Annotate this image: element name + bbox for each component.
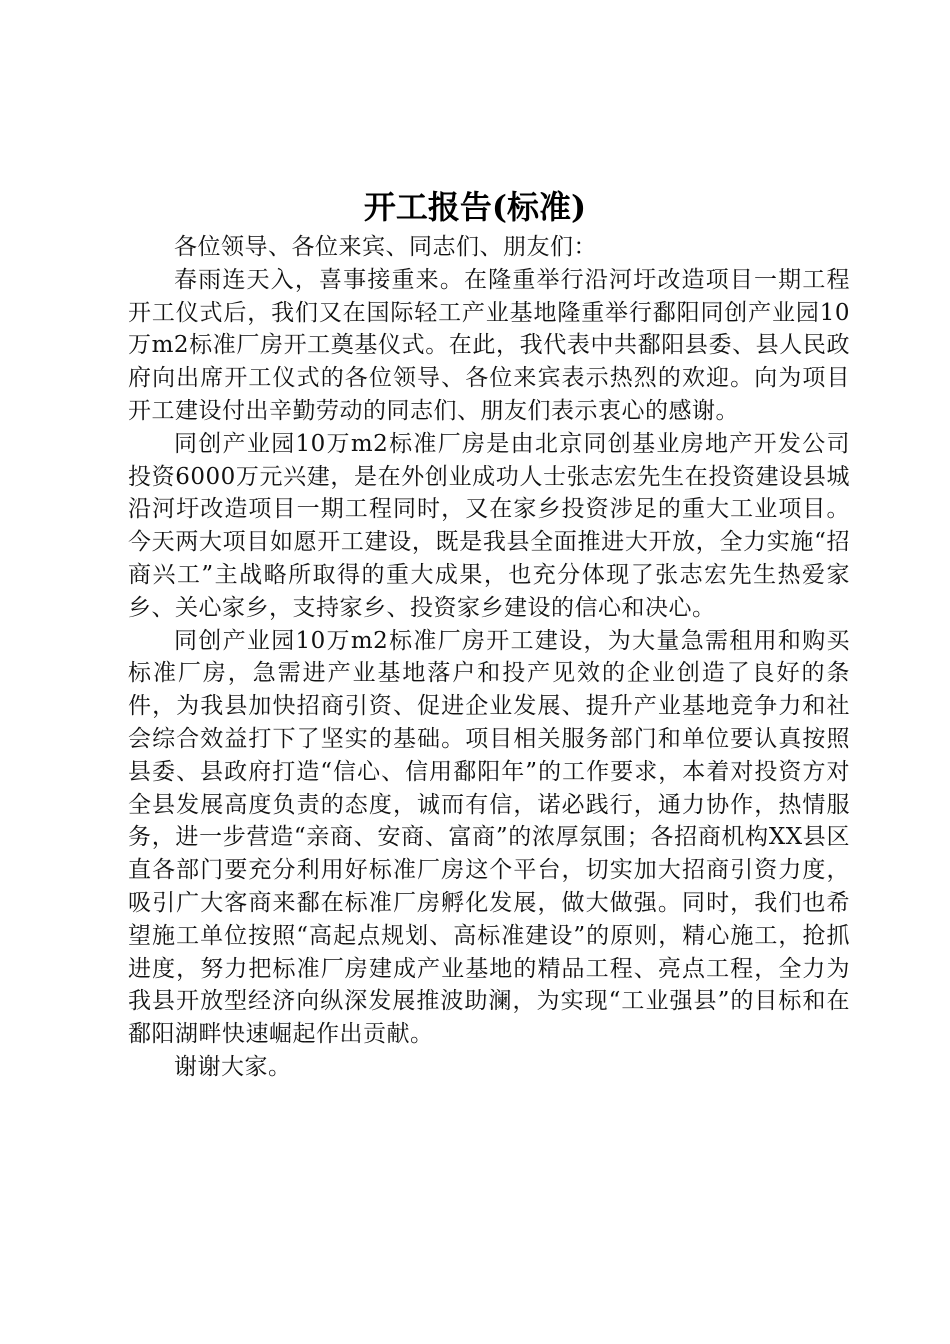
closing-paragraph: 谢谢大家。 — [174, 1053, 292, 1080]
document-body — [128, 231, 850, 1084]
document-title: 开工报告(标准) — [363, 188, 587, 226]
body-paragraph-1: 春雨连天入，喜事接重来。在隆重举行沿河圩改造项目一期工程开工仪式后，我们又在国际轻工产业基地隆重举行鄱阳同创产业园10万m2标准厂房开工奠基仪式。在此，我代表中共鄱阳县委、县人民政府向出席开工仪式的各位领导、各位来宾表示热烈的欢迎。向为项目开工建设付出辛勤劳动的同志们、朋友们表示衷心的感谢。 — [128, 266, 850, 424]
salutation-paragraph: 各位领导、各位来宾、同志们、朋友们： — [174, 234, 597, 260]
body-paragraph-3: 同创产业园10万m2标准厂房开工建设，为大量急需租用和购买标准厂房，急需进产业基地落户和投产见效的企业创造了良好的条件，为我县加快招商引资、促进企业发展、提升产业基地竞争力和社会综合效益打下了坚实的基础。项目相关服务部门和单位要认真按照县委、县政府打造“信心、信用鄱阳年”的工作要求，本着对投资方对全县发展高度负责的态度，诚而有信，诺必践行，通力协作，热情服务，进一步营造“亲商、安商、富商”的浓厚氛围；各招商机构XX县区直各部门要充分利用好标准厂房这个平台，切实加大招商引资力度，吸引广大客商来鄱在标准厂房孵化发展，做大做强。同时，我们也希望施工单位按照“高起点规划、高标准建设”的原则，精心施工，抢抓进度，努力把标准厂房建成产业基地的精品工程、亮点工程，全力为我县开放型经济向纵深发展推波助澜，为实现“工业强县”的目标和在鄱阳湖畔快速崛起作出贡献。 — [128, 627, 850, 1048]
body-paragraph-2: 同创产业园10万m2标准厂房是由北京同创基业房地产开发公司投资6000万元兴建，是在外创业成功人士张志宏先生在投资建设县城沿河圩改造项目一期工程同时，又在家乡投资涉足的重大工业项目。今天两大项目如愿开工建设，既是我县全面推进大开放，全力实施“招商兴工”主战略所取得的重大成果，也充分体现了张志宏先生热爱家乡、关心家乡，支持家乡、投资家乡建设的信心和决心。 — [128, 430, 850, 621]
